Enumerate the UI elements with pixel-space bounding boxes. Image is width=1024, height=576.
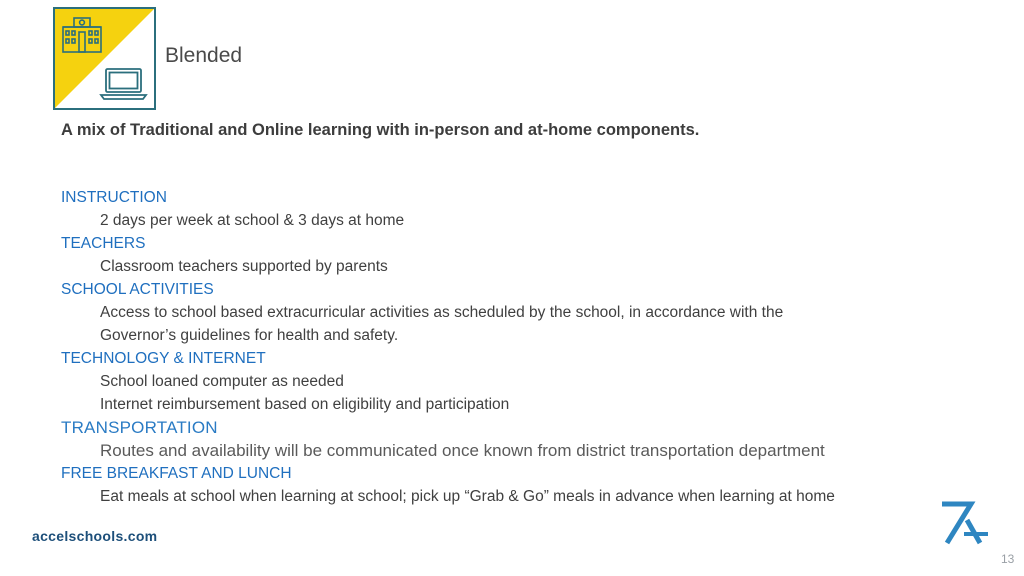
section-detail: Classroom teachers supported by parents bbox=[100, 258, 388, 275]
subtitle: A mix of Traditional and Online learning with in-person and at-home components. bbox=[61, 121, 700, 139]
section-transportation bbox=[61, 416, 961, 462]
section-detail: 2 days per week at school & 3 days at home bbox=[100, 212, 405, 229]
badge-graphic bbox=[55, 9, 154, 108]
section-heading: TEACHERS bbox=[61, 235, 146, 252]
section-detail: Access to school based extracurricular activities as scheduled by the school, in accordance with the bbox=[100, 304, 784, 321]
badge-yellow-half bbox=[55, 9, 154, 108]
section-detail: Eat meals at school when learning at school; pick up “Grab & Go” meals in advance when learning at home bbox=[100, 488, 835, 505]
section-teachers bbox=[61, 232, 961, 278]
section-detail: Internet reimbursement based on eligibility and participation bbox=[100, 396, 510, 413]
section-heading: TRANSPORTATION bbox=[61, 418, 218, 437]
section-free-breakfast-lunch bbox=[61, 462, 961, 508]
laptop-icon bbox=[101, 69, 146, 99]
website-footer: accelschools.com bbox=[32, 528, 158, 544]
section-detail: Governor’s guidelines for health and safety. bbox=[100, 327, 399, 344]
section-detail: School loaned computer as needed bbox=[100, 373, 344, 390]
section-detail: Routes and availability will be communicated once known from district transportation department bbox=[100, 441, 825, 460]
blended-badge bbox=[53, 7, 156, 110]
section-heading: FREE BREAKFAST AND LUNCH bbox=[61, 465, 292, 482]
page-number: 13 bbox=[1001, 552, 1015, 566]
section-instruction bbox=[61, 186, 961, 232]
section-heading: INSTRUCTION bbox=[61, 189, 167, 206]
section-technology-internet bbox=[61, 347, 961, 416]
accel-logo bbox=[938, 499, 994, 550]
section-school-activities bbox=[61, 278, 961, 347]
section-heading: SCHOOL ACTIVITIES bbox=[61, 281, 214, 298]
section-heading: TECHNOLOGY & INTERNET bbox=[61, 350, 266, 367]
page-title: Blended bbox=[165, 44, 243, 67]
sections-list bbox=[61, 186, 961, 508]
